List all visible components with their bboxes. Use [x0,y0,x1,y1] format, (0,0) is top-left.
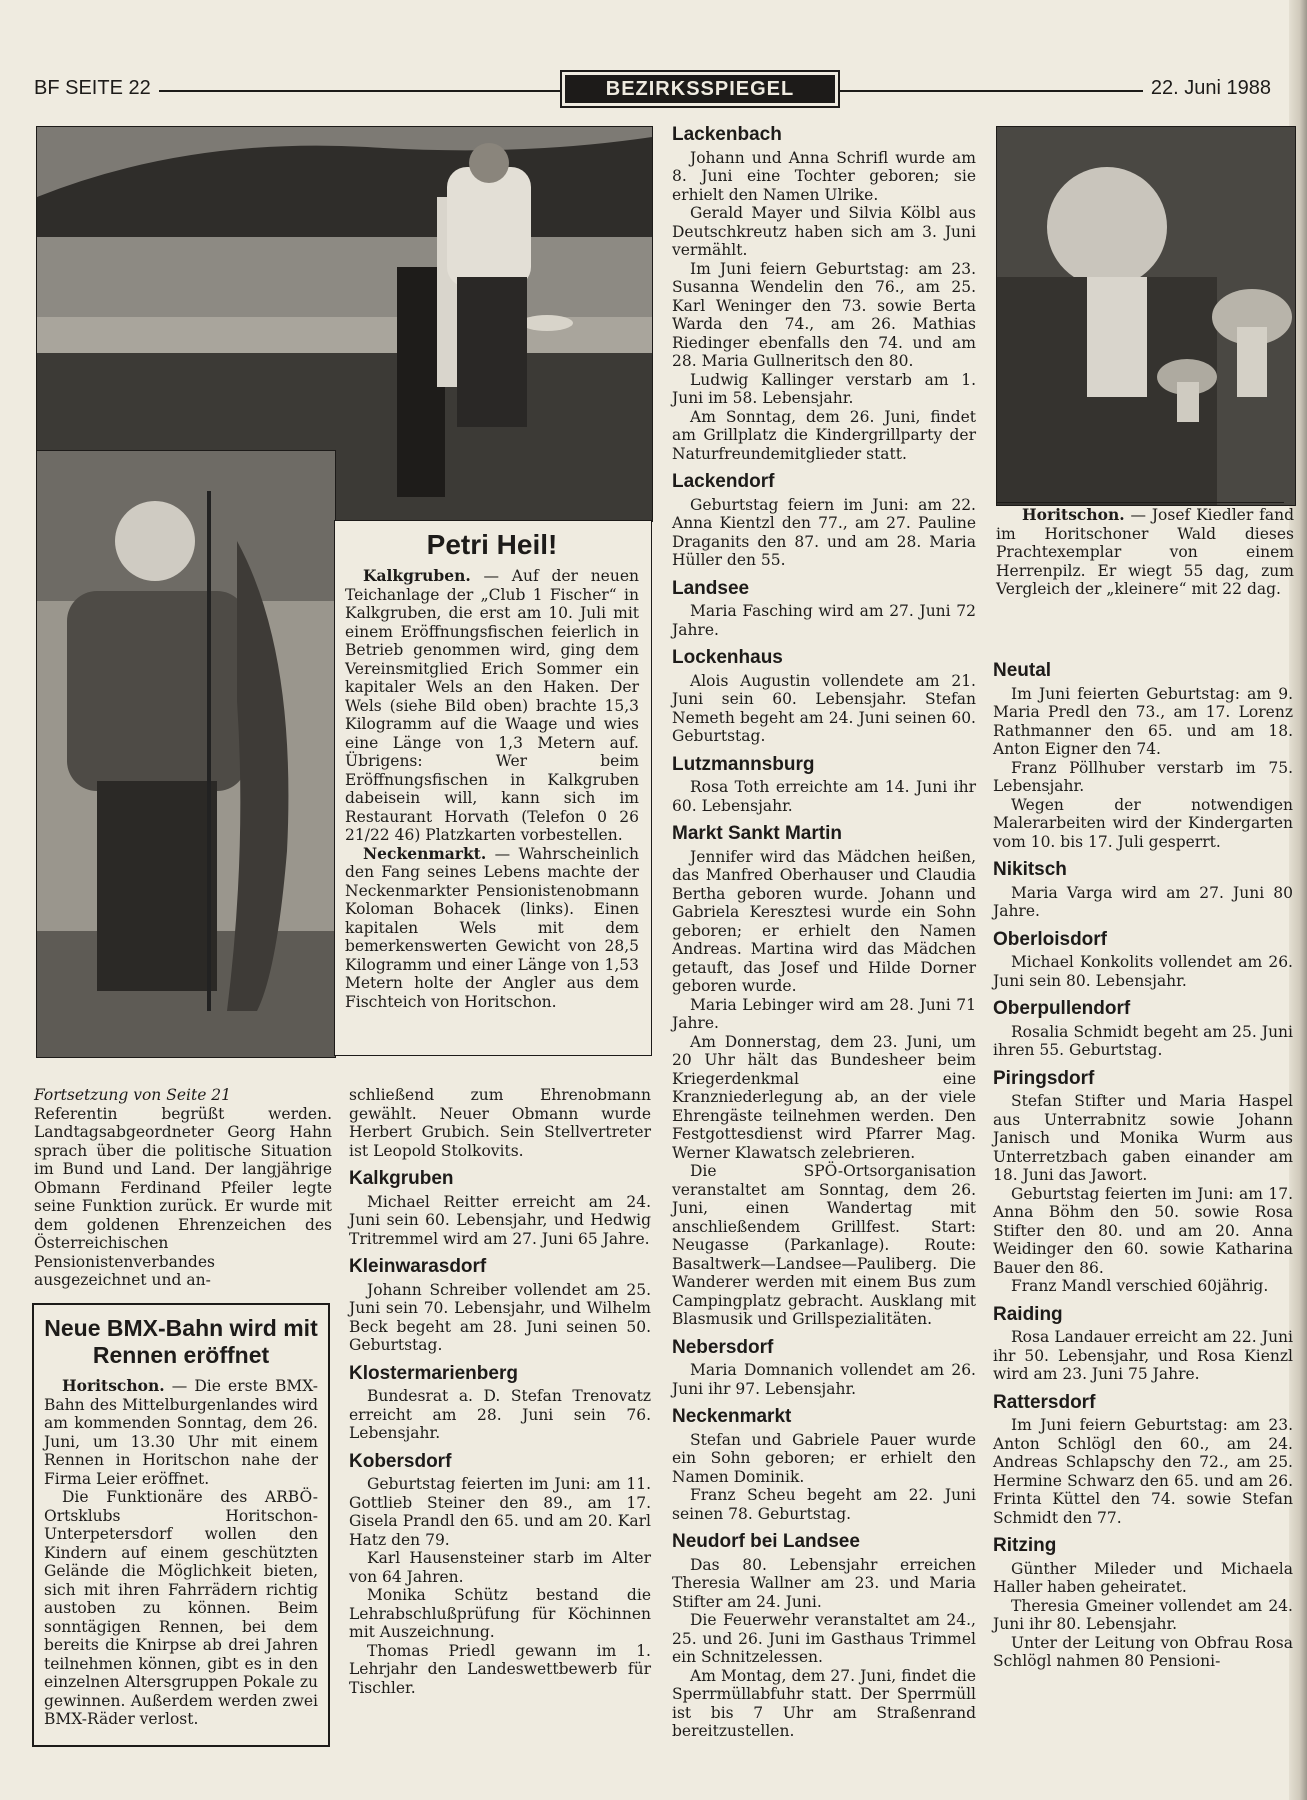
notice: Maria Varga wird am 27. Juni 80 Jahre. [993,883,1293,920]
notice: Franz Mandl verschied 60jährig. [1011,1277,1269,1295]
page-header [34,70,1271,110]
notice: Geburtstag feierten im Juni: am 17. Anna Böhm den 50. sowie Rosa Stifter den 80. und am 20. Anna Weidinger den 60. sowie Katharina Bauer den 86. [993,1184,1293,1277]
heading-landsee: Landsee [672,577,750,599]
story-bmx [32,1303,330,1747]
notice: Jennifer wird das Mädchen heißen, das Manfred Oberhauser und Claudia Bertha geboren wurde. Johann und Gabriela Keresztesi wurde ein Sohn geboren; er erhielt den Namen Andreas. Martina wird das Mädchen getauft, das Josef und Hilde Dorner geboren wurde. [672,847,976,995]
caption-rule [996,502,1284,503]
photo-kiedler-mushroom [996,126,1296,506]
heading-rattersdorf: Rattersdorf [993,1391,1096,1413]
notice: Rosalia Schmidt begeht am 25. Juni ihren 55. Geburtstag. [993,1022,1293,1059]
notice: Stefan Stifter und Maria Haspel aus Unterrabnitz sowie Johann Janisch und Monika Wurm aus Unterretzbach gaben einander am 18. Juni das Jawort. [993,1092,1293,1184]
notice: Die SPÖ-Ortsorganisation veranstaltet am Sonntag, dem 26. Juni, einen Wandertag mit anschließendem Grillfest. Start: Neugasse (Parkanlage). Route: Basaltwerk—Landsee—Pauliberg. Die Wanderer werden mit einem Bus zum Campingplatz gebracht. Ausklang mit Blasmusik und Grillspezialitäten. [672,1162,976,1328]
notice: Alois Augustin vollendete am 21. Juni sein 60. Lebensjahr. Stefan Nemeth begeht am 24. Juni seinen 60. Geburtstag. [672,671,976,745]
heading-kleinwarasdorf: Kleinwarasdorf [349,1256,487,1277]
heading-nebersdorf: Nebersdorf [672,1336,774,1358]
notice: Im Juni feierten Geburtstag: am 9. Maria Predl den 73., am 17. Lorenz Rathmanner den 65. und am 18. Anton Eigner den 74. [993,684,1293,758]
column-3 [672,126,976,1741]
notice: Johann Schreiber vollendet am 25. Juni sein 70. Lebensjahr, und Wilhelm Beck begeht am 28. Juni seinen 50. Geburtstag. [349,1280,651,1354]
notice: Am Donnerstag, dem 23. Juni, um 20 Uhr hält das Bundesheer beim Kriegerdenkmal eine Kranzniederlegung ab, an der viele Ehrengäste teilnehmen werden. Den Festgottesdienst wird Pfarrer Mag. Werner Klawatsch zelebrieren. [672,1032,976,1162]
heading-piringsdorf: Piringsdorf [993,1067,1095,1089]
notice: Die Feuerwehr veranstaltet am 24., 25. und 26. Juni im Gasthaus Trimmel ein Schnitzelessen. [672,1611,976,1666]
dateline: Horitschon. [62,1376,165,1395]
heading-oberpullendorf: Oberpullendorf [993,998,1131,1019]
heading-nikitsch: Nikitsch [993,859,1067,880]
notice: Rosa Toth erreichte am 14. Juni ihr 60. Lebensjahr. [672,778,976,815]
story-paragraph: — Die erste BMX-Bahn des Mittelburgenlandes wird am kommenden Sonntag, dem 26. Juni, um 13.30 Uhr mit einem Rennen in Horitschon nahe der Firma Leier eröffnet. [44,1377,318,1488]
notice: Johann und Anna Schrifl wurde am 8. Juni eine Tochter geboren; sie erhielt den Namen Ulrike. [672,148,976,204]
column-2 [349,1086,651,1697]
story-paragraph: Die Funktionäre des ARBÖ-Ortsklubs Horitschon-Unterpetersdorf wollen den Kindern auf einem geschützten Gelände die Möglichkeit bieten, sich mit ihren Fahrrädern richtig austoben zu können. Beim sonntägigen Rennen, bei dem bereits die Knirpse ab drei Jahren teilnehmen können, gibt es in den einzelnen Altersgruppen Pokale zu gewinnen. Außerdem werden zwei BMX-Räder verlost. [44,1488,318,1728]
heading-raiding: Raiding [993,1303,1063,1325]
heading-kobersdorf: Kobersdorf [349,1450,452,1472]
heading-oberloisdorf: Oberloisdorf [993,928,1108,950]
caption-text: — Josef Kiedler fand im Horitschoner Wald dieses Prachtexemplar von einem Herrenpilz. Er wiegt 55 dag, zum Vergleich der „kleinere“ mit 22 dag. [996,506,1294,598]
notice: Am Montag, dem 27. Juni, findet die Sperrmüllabfuhr statt. Der Sperrmüll ist bis 7 Uhr am Straßenrand bereitzustellen. [672,1666,976,1740]
notice: Wegen der notwendigen Malerarbeiten wird der Kindergarten vom 10. bis 17. Juli gesperrt. [993,795,1293,851]
notice: Im Juni feiern Geburtstag: am 23. Susanna Wendelin den 76., am 25. Karl Weninger den 73. sowie Berta Warda den 74., am 26. Mathias Riedinger ebenfalls den 74. und am 28. Maria Gullneritsch den 80. [672,259,976,370]
story-title: Neue BMX-Bahn wird mit Rennen eröffnet [44,1315,318,1368]
story-paragraph: schließend zum Ehrenobmann gewählt. Neuer Obmann wurde Herbert Grubich. Sein Stellvertreter ist Leopold Stolkovits. [349,1086,651,1160]
dateline: Neckenmarkt. [363,843,487,863]
notice: Unter der Leitung von Obfrau Rosa Schlögl nahmen 80 Pensioni- [993,1633,1293,1670]
notice: Stefan und Gabriele Pauer wurde ein Sohn geboren; er erhielt den Namen Dominik. [672,1430,976,1486]
notice: Monika Schütz bestand die Lehrabschlußprüfung für Köchinnen mit Auszeichnung. [349,1586,651,1641]
photo-caption-kiedler [996,506,1294,599]
notice: Günther Mileder und Michaela Haller haben geheiratet. [993,1559,1293,1596]
notice: Franz Pöllhuber verstarb im 75. Lebensjahr. [993,758,1293,795]
heading-lutzmannsburg: Lutzmannsburg [672,753,815,775]
notice: Geburtstag feiern im Juni: am 22. Anna Kientzl den 77., am 27. Pauline Draganits den 87. und am 28. Maria Hüller den 55. [672,495,976,569]
heading-lackenbach: Lackenbach [672,124,782,145]
notice: Michael Reitter erreicht am 24. Juni sein 60. Lebensjahr, und Hedwig Tritremmel wird am 27. Juni 65 Jahre. [349,1192,651,1248]
dateline: Horitschon. [1022,505,1125,524]
notice: Franz Scheu begeht am 22. Juni seinen 78. Geburtstag. [672,1486,976,1523]
heading-lackendorf: Lackendorf [672,471,775,492]
notice: Am Sonntag, dem 26. Juni, findet am Grillplatz die Kindergrillparty der Naturfreundemitglieder statt. [672,407,976,463]
heading-ritzing: Ritzing [993,1535,1057,1556]
column-1 [34,1086,332,1290]
notice: Geburtstag feierten im Juni: am 11. Gottlieb Steiner den 89., am 17. Gisela Prandl den 65. und am 20. Karl Hatz den 79. [349,1475,651,1549]
notice: Michael Konkolits vollendet am 26. Juni sein 80. Lebensjahr. [993,953,1293,990]
story-title: Petri Heil! [426,529,558,560]
heading-neutal: Neutal [993,660,1052,681]
dateline: Kalkgruben. [363,566,471,585]
section-banner [560,70,840,108]
column-4 [993,662,1293,1671]
notice: Bundesrat a. D. Stefan Trenovatz erreicht am 28. Juni sein 76. Lebensjahr. [349,1387,651,1442]
story-petri-heil [334,520,652,1056]
notice: Gerald Mayer und Silvia Kölbl aus Deutschkreutz haben sich am 3. Juni vermählt. [672,204,976,259]
notice: Thomas Priedl gewann im 1. Lehrjahr den Landeswettbewerb für Tischler. [349,1641,651,1697]
notice: Maria Lebinger wird am 28. Juni 71 Jahre. [672,995,976,1032]
heading-lockenhaus: Lockenhaus [672,647,783,668]
heading-neckenmarkt: Neckenmarkt [672,1406,792,1427]
heading-kalkgruben: Kalkgruben [349,1168,454,1189]
notice: Karl Hausensteiner starb im Alter von 64 Jahren. [349,1549,651,1586]
issue-date: 22. Juni 1988 [1143,77,1271,100]
notice: Ludwig Kallinger verstarb am 1. Juni im 58. Lebensjahr. [672,370,976,407]
story-paragraph: Referentin begrüßt werden. Landtagsabgeordneter Georg Hahn sprach über die politische Situation im Bund und Land. Der langjährige Obmann Ferdinand Pfeiler legte seine Funktion zurück. Er wurde mit dem goldenen Ehrenzeichen des Österreichischen Pensionistenverbandes ausgezeichnet und an- [34,1104,332,1289]
section-title: BEZIRKSSPIEGEL [565,75,835,103]
story-paragraph: — Auf der neuen Teichanlage der „Club 1 Fischer“ in Kalkgruben, die erst am 10. Juli mit einem Eröffnungsfischen feierlich in Betrieb genommen wird, ging dem Vereinsmitglied Erich Sommer ein kapitaler Wels an den Haken. Der Wels (siehe Bild oben) brachte 15,3 Kilogramm auf die Waage und wies eine Länge von 1,3 Metern auf. Übrigens: Wer beim Eröffnungsfischen in Kalkgruben dabeisein will, kann sich im Restaurant Horvath (Telefon 0 26 21/22 46) Platzkarten vorbestellen. [345,567,639,844]
notice: Maria Fasching wird am 27. Juni 72 Jahre. [672,602,976,639]
story-paragraph: — Wahrscheinlich den Fang seines Lebens machte der Neckenmarkter Pensionistenobmann Koloman Bohacek (links). Einen kapitalen Wels mit dem bemerkenswerten Gewicht von 28,5 Kilogramm und einer Länge von 1,53 Metern holte der Angler aus dem Fischteich von Horitschon. [345,844,639,1011]
heading-markt-sankt-martin: Markt Sankt Martin [672,823,842,844]
notice: Rosa Landauer erreicht am 22. Juni ihr 50. Lebensjahr, und Rosa Kienzl wird am 23. Juni 75 Jahre. [993,1328,1293,1383]
continued-note: Fortsetzung von Seite 21 [34,1086,232,1104]
heading-klostermarienberg: Klostermarienberg [349,1362,518,1384]
notice: Maria Domnanich vollendet am 26. Juni ihr 97. Lebensjahr. [672,1361,976,1398]
notice: Im Juni feiern Geburtstag: am 23. Anton Schlögl den 60., am 24. Andreas Schlapschy den 72., am 25. Hermine Schwarz den 65. und am 26. Frinta Küttel den 74. sowie Stefan Schmidt den 77. [993,1416,1293,1527]
notice: Das 80. Lebensjahr erreichen Theresia Wallner am 23. und Maria Stifter am 24. Juni. [672,1555,976,1611]
heading-neudorf-bei-landsee: Neudorf bei Landsee [672,1531,860,1552]
page-number: BF SEITE 22 [34,77,159,100]
notice: Theresia Gmeiner vollendet am 24. Juni ihr 80. Lebensjahr. [993,1596,1293,1633]
photo-bohacek-catfish [36,450,336,1058]
